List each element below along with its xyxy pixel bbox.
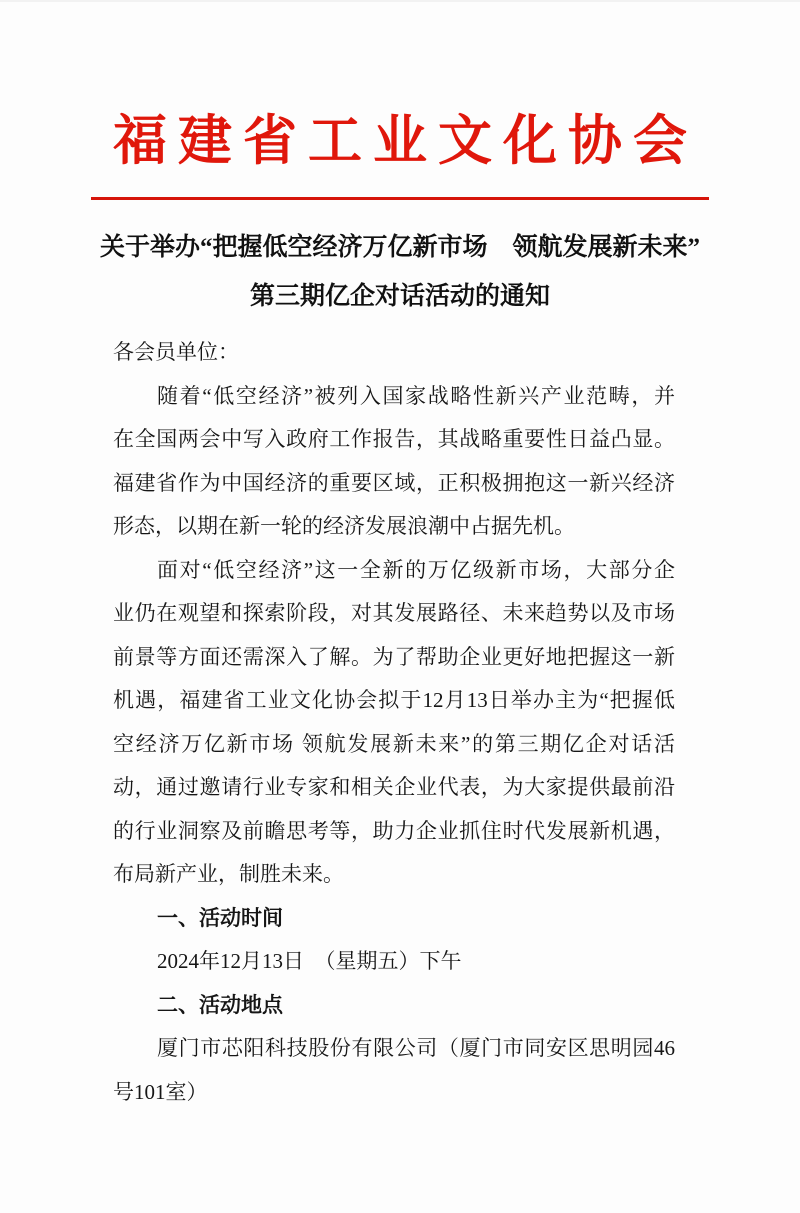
paragraph1-line: 福建省作为中国经济的重要区域，正积极拥抱这一新兴经济	[113, 470, 675, 495]
paragraph2-line: 业仍在观望和探索阶段，对其发展路径、未来趋势以及市场	[113, 601, 675, 626]
section-heading-time: 一、活动时间	[157, 905, 283, 930]
event-location-line: 号101室）	[113, 1079, 208, 1104]
paragraph1-line: 在全国两会中写入政府工作报告，其战略重要性日益凸显。	[113, 427, 675, 452]
paragraph1-line: 形态，以期在新一轮的经济发展浪潮中占据先机。	[113, 514, 575, 539]
doc-title	[0, 223, 800, 321]
paragraph1-line: 随着“低空经济”被列入国家战略性新兴产业范畴，并	[157, 383, 675, 408]
paragraph2-line: 前景等方面还需深入了解。为了帮助企业更好地把握这一新	[113, 644, 675, 669]
paragraph2-line: 的行业洞察及前瞻思考等，助力企业抓住时代发展新机遇，	[113, 818, 675, 843]
doc-title-line1: 关于举办“把握低空经济万亿新市场 领航发展新未来”	[99, 234, 700, 262]
doc-title-line2: 第三期亿企对话活动的通知	[249, 283, 550, 311]
paragraph2-line: 面对“低空经济”这一全新的万亿级新市场，大部分企	[157, 557, 675, 582]
salutation: 各会员单位：	[113, 340, 239, 365]
event-location-line: 厦门市芯阳科技股份有限公司（厦门市同安区思明园46	[157, 1036, 675, 1061]
paragraph2-line: 布局新产业，制胜未来。	[113, 862, 344, 887]
org-name-header: 福建省工业文化协会	[113, 111, 698, 171]
section-heading-location: 二、活动地点	[157, 992, 283, 1017]
doc-body	[0, 331, 800, 1114]
red-divider-line	[91, 197, 709, 200]
event-time: 2024年12月13日 （星期五）下午	[157, 949, 462, 974]
paragraph2-line: 空经济万亿新市场 领航发展新未来”的第三期亿企对话活	[113, 731, 675, 756]
paragraph2-line: 动，通过邀请行业专家和相关企业代表，为大家提供最前沿	[113, 775, 675, 800]
paragraph2-line: 机遇，福建省工业文化协会拟于12月13日举办主为“把握低	[113, 688, 675, 713]
